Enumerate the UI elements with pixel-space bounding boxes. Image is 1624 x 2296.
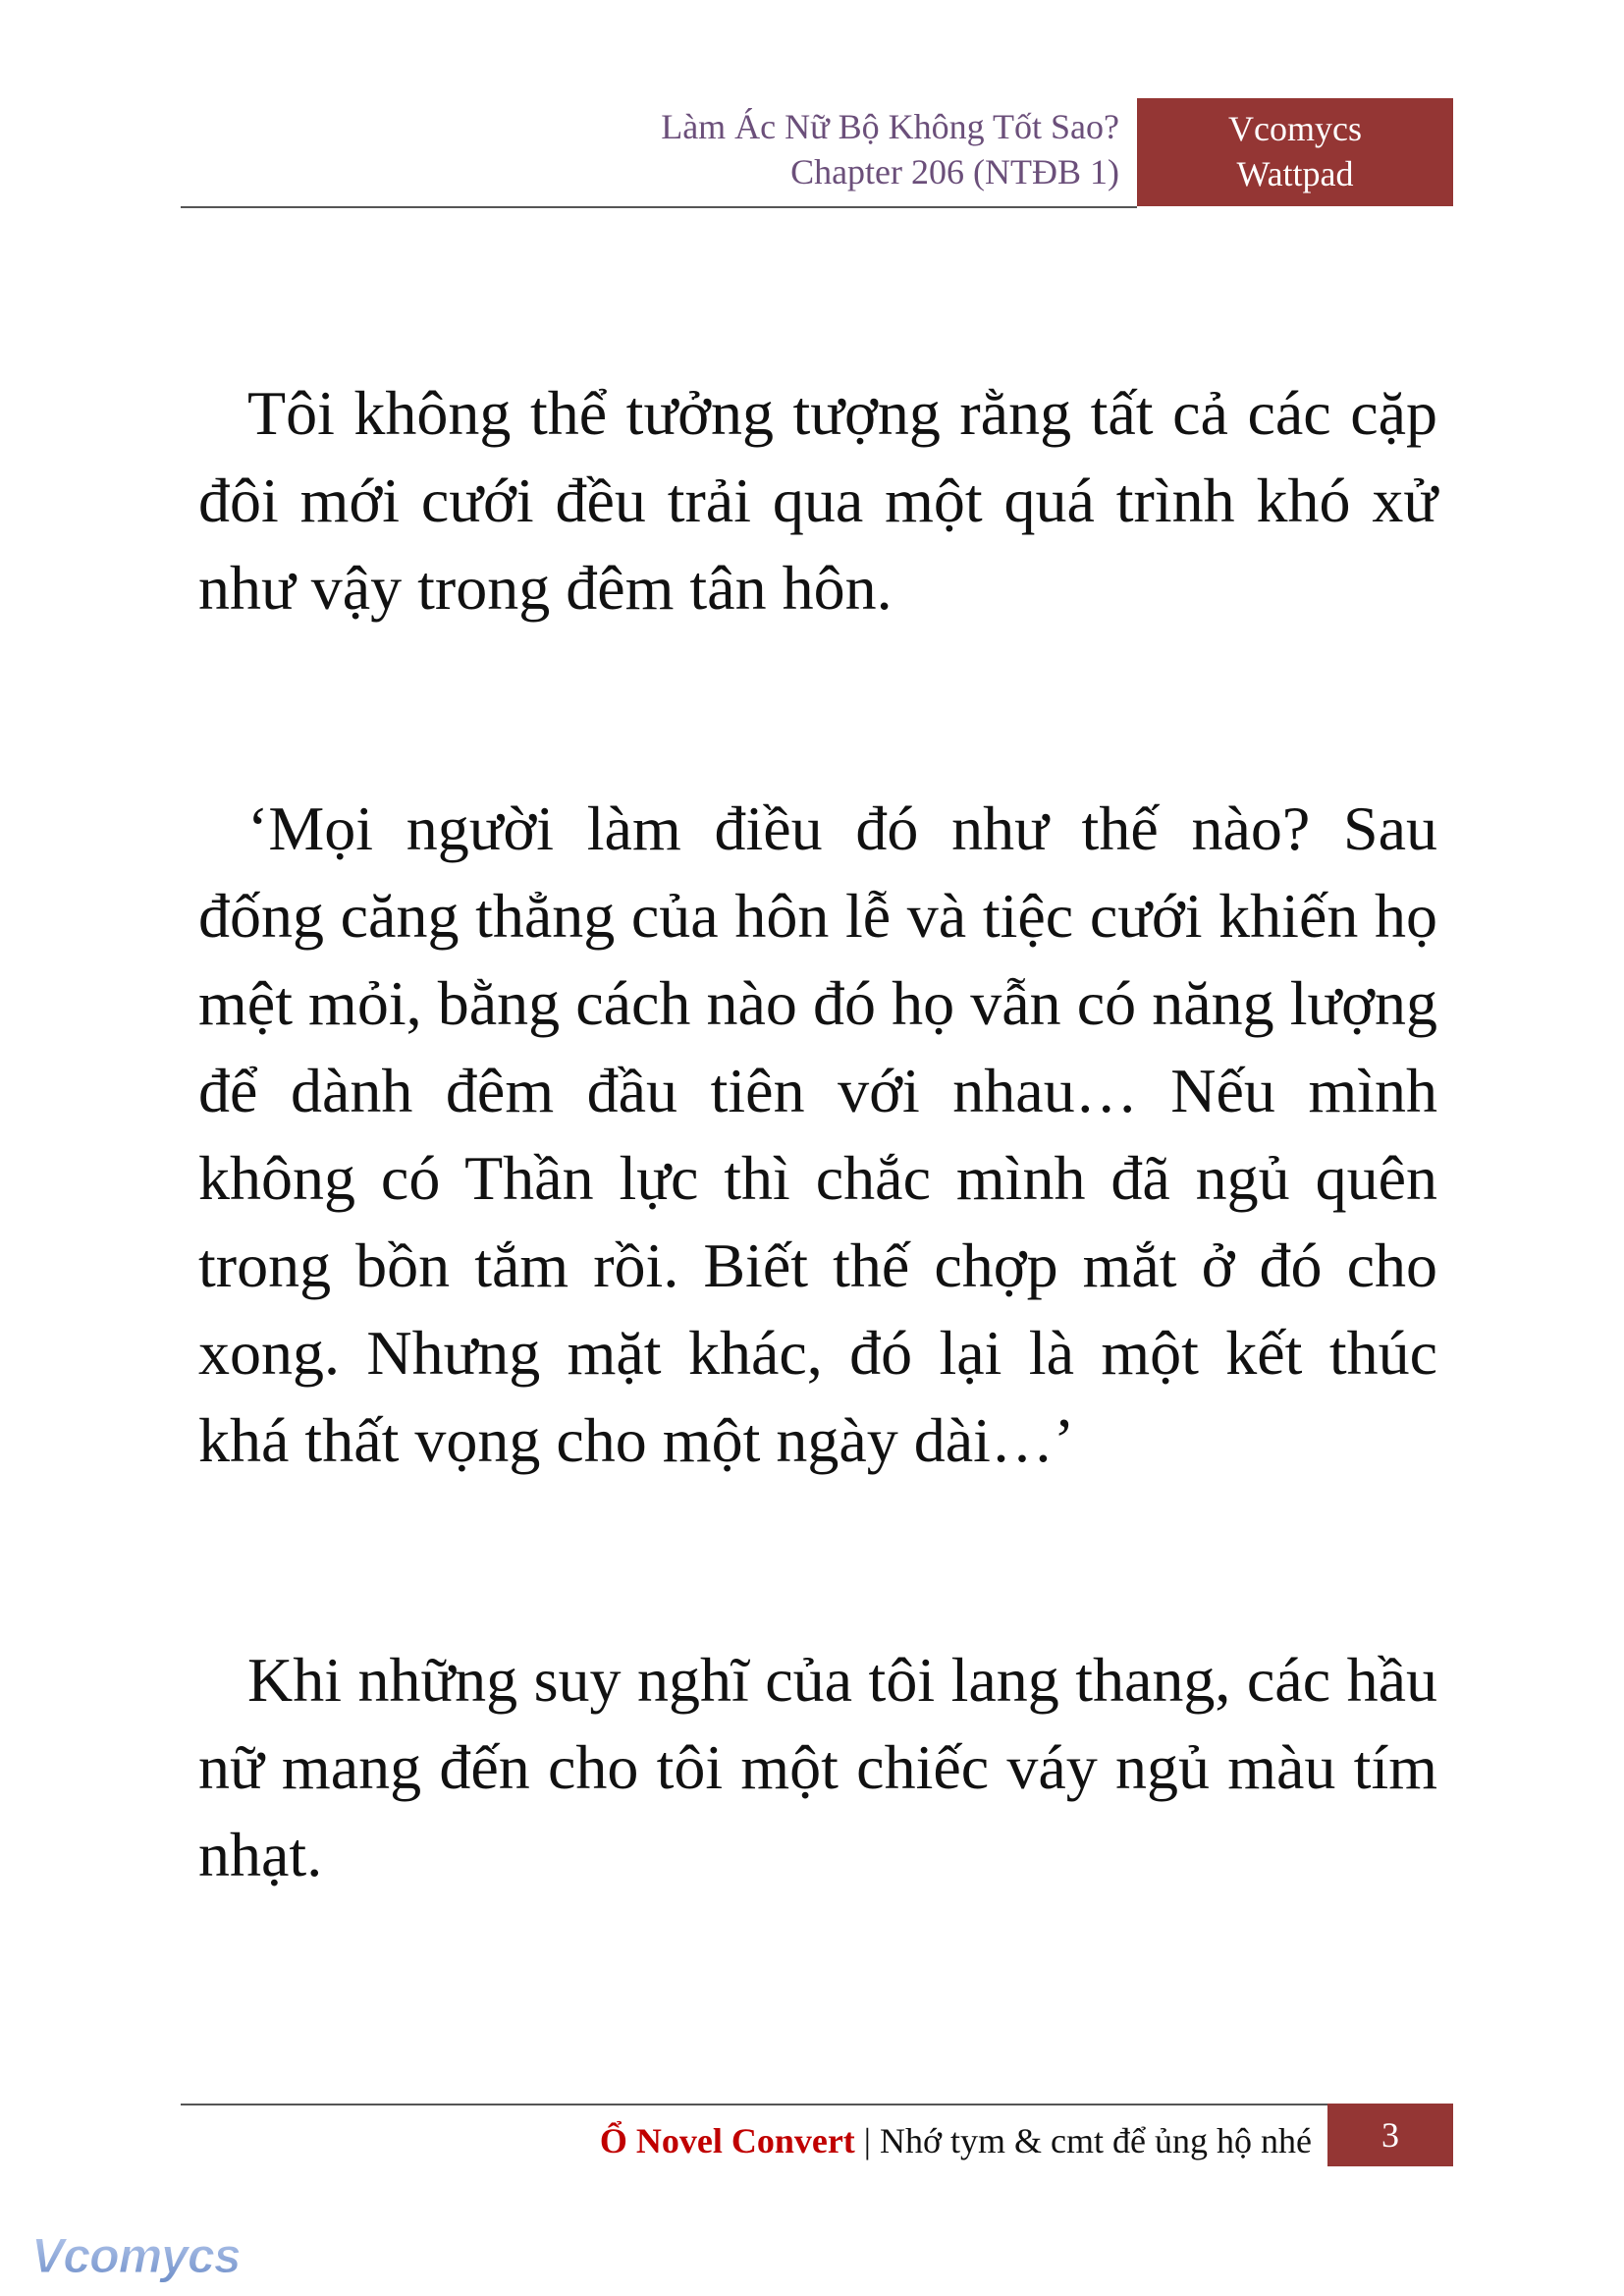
footer-brand: Ổ Novel Convert [599,2121,855,2160]
running-header [491,104,1119,194]
vcomycs-logo [27,2221,253,2290]
footer-divider [181,2104,1327,2105]
svg-text:Vcomycs: Vcomycs [31,2228,241,2283]
body-paragraph-1: Tôi không thể tưởng tượng rằng tất cả các cặp đôi mới cưới đều trải qua một quá trình khó xử như vậy trong đêm tân hôn. [198,378,1437,623]
footer-message: Nhớ tym & cmt để ủng hộ nhé [880,2121,1312,2160]
source-badge [1137,98,1453,206]
page-number: 3 [1327,2104,1453,2166]
footer-separator: | [863,2121,872,2160]
body-paragraph-3: Khi những suy nghĩ của tôi lang thang, các hầu nữ mang đến cho tôi một chiếc váy ngủ màu tím nhạt. [198,1645,1437,1889]
source-badge-line2: Wattpad [1236,154,1354,193]
header-divider [181,206,1137,208]
footer-note [393,2111,1312,2170]
source-badge-line1: Vcomycs [1228,109,1362,148]
book-title: Làm Ác Nữ Bộ Không Tốt Sao? [661,107,1119,146]
chapter-title: Chapter 206 (NTĐB 1) [790,152,1119,191]
body-paragraph-2: ‘Mọi người làm điều đó như thế nào? Sau đống căng thẳng của hôn lễ và tiệc cưới khiến họ mệt mỏi, bằng cách nào đó họ vẫn có năng lượng để dành đêm đầu tiên với nhau… Nếu mình không có Thần lực thì chắc mình đã ngủ quên trong bồn tắm rồi. Biết thế chợp mắt ở đó cho xong. Nhưng mặt khác, đó lại là một kết thúc khá thất vọng cho một ngày dài…’ [198,793,1437,1475]
